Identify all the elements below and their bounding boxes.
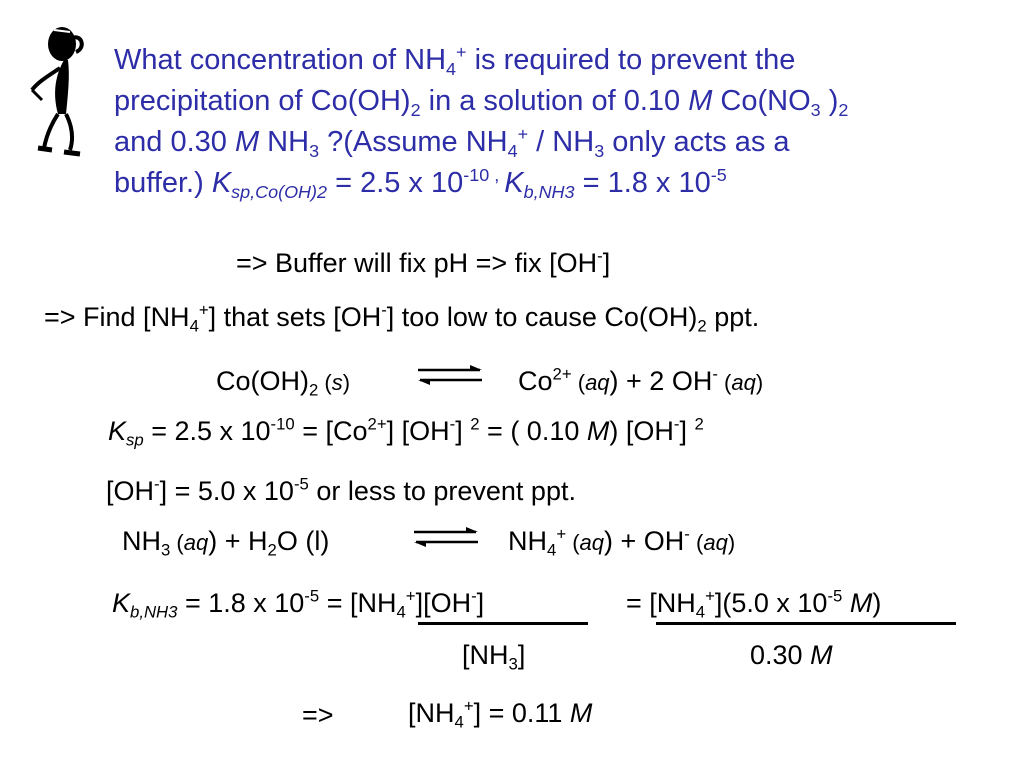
sup: - [471,586,477,606]
text: = [NH [319,588,397,618]
text: => Find [NH [44,302,190,332]
sup: + [556,524,567,544]
sup: - [154,474,160,494]
text: Co [518,366,553,396]
result-answer [408,696,592,730]
sup: - [381,300,387,320]
q-sup: + [517,123,529,144]
text: ( [170,530,184,555]
sub: 2 [697,316,707,336]
question-text [114,40,994,204]
q-sub: 3 [810,99,821,120]
text: ( [571,370,586,395]
q-sub: 3 [594,140,605,161]
sub: 2 [267,540,277,560]
fraction-bar [656,622,956,625]
italic: aq [731,370,756,395]
text: ( [566,530,580,555]
denominator-value [750,638,833,672]
question-line-3 [114,122,994,163]
text: Co(OH) [216,366,309,396]
text: ] too low to cause Co(OH) [386,302,698,332]
denominator-nh3 [462,638,525,672]
text: ) [OH [609,416,674,446]
text: ] [602,248,611,278]
text [842,588,850,618]
sup: -10 [270,414,295,434]
sup: + [463,696,474,716]
hydroxide-limit [106,474,576,508]
text: NH [122,526,161,556]
sup: - [449,414,456,434]
q-text: is required to prevent the [466,44,796,76]
sup: 2 [694,414,704,434]
equilibrium-nh3 [122,524,329,560]
text: ) [727,530,736,555]
italic: M [586,416,610,446]
equilibrium-arrow-icon [412,526,480,548]
text: ] [476,588,485,618]
sub: 2 [309,380,319,400]
q-italic: sp,Co(OH)2 [231,181,328,202]
sub: 4 [189,316,199,336]
sup: 2+ [367,414,387,434]
result-arrow [302,698,334,732]
text: ) [342,370,351,395]
q-text: ?(Assume NH [319,126,508,158]
q-text: = 2.5 x 10 [327,167,464,199]
q-text: only acts as a [604,126,790,158]
q-sub: 4 [507,140,518,161]
italic: sp [126,430,144,450]
kb-substitution [626,586,881,620]
sub: 4 [454,712,464,732]
q-sup: -10 [463,164,490,185]
sub: 4 [695,602,706,622]
q-sup: -5 [710,164,727,185]
text: ) [872,588,882,618]
text: ] [517,640,526,670]
sup: + [705,586,715,606]
sup: - [712,364,718,384]
ksp-equation [108,414,704,448]
fraction-bar [418,622,588,625]
thinking-figure-icon [20,22,100,162]
italic: b,NH3 [130,602,178,622]
text: 0.30 [750,640,811,670]
text: ] that sets [OH [208,302,382,332]
text: ppt. [706,302,760,332]
text: = 1.8 x 10 [177,588,305,618]
italic: M [810,640,833,670]
q-text: Co(NO [712,85,811,117]
sup: -5 [293,474,309,494]
sup: -5 [304,586,320,606]
text: ) [755,370,764,395]
text: ) + OH [604,526,685,556]
italic: aq [585,370,610,395]
sup: 2 [470,414,480,434]
q-italic: M [234,126,260,158]
text: [OH [106,476,155,506]
text: ] = 5.0 x 10 [159,476,294,506]
italic: M [849,588,873,618]
text: ( [318,370,332,395]
italic: aq [579,530,605,555]
q-sup: , [489,164,505,185]
italic: aq [183,530,209,555]
text: = ( 0.10 [479,416,587,446]
q-text: NH [259,126,310,158]
sub [126,430,144,449]
equilibrium-cooh2-products [518,364,763,400]
q-sub: 4 [446,58,457,79]
text: ] = 0.11 [473,698,570,728]
italic: K [108,416,127,446]
q-text: / NH [528,126,595,158]
q-text: ) [820,85,839,117]
q-text: = 1.8 x 10 [574,167,711,199]
question-line-4 [114,163,994,204]
text: ] [455,416,471,446]
q-italic: b,NH3 [523,181,575,202]
text: ](5.0 x 10 [714,588,828,618]
text: = 2.5 x 10 [143,416,271,446]
q-sup: + [456,41,467,62]
text: ( [689,530,704,555]
question-line-2 [114,81,994,122]
text: ( [717,370,732,395]
q-sub: 2 [410,99,421,120]
sub: 4 [396,602,406,622]
equilibrium-nh3-products [508,524,735,560]
sub [130,602,177,621]
q-text: precipitation of Co(OH) [114,85,411,117]
text: O (l) [276,526,330,556]
italic: M [569,698,593,728]
q-sub [524,182,575,202]
text: = [Co [294,416,368,446]
q-text: in a solution of 0.10 [420,85,689,117]
italic: K [112,588,131,618]
q-sub [231,182,327,202]
text: NH [508,526,547,556]
q-sub: 2 [838,99,849,120]
sup: - [673,414,680,434]
q-italic: K [504,167,524,199]
sup: + [405,586,416,606]
sup: - [597,246,603,266]
find-line [44,300,759,334]
sub: 3 [508,654,518,674]
text: ) + 2 OH [609,366,713,396]
text: [NH [462,640,509,670]
text: [NH [408,698,455,728]
question-line-1 [114,40,994,81]
text: ][OH [415,588,472,618]
sub: 3 [161,540,171,560]
sup: + [198,300,209,320]
equilibrium-cooh2 [216,364,350,400]
q-text: What concentration of NH [114,44,447,76]
q-sub: 3 [309,140,320,161]
text: ) + H [208,526,268,556]
buffer-line [236,246,610,280]
kb-equation [112,586,484,620]
text: => [302,700,334,730]
text: ] [679,416,695,446]
sub: 4 [547,540,557,560]
q-text: buffer.) [114,167,212,199]
sup: - [684,524,690,544]
text: => Buffer will fix pH => fix [OH [236,248,598,278]
q-italic: K [211,167,232,199]
text: = [NH [626,588,696,618]
text: or less to prevent ppt. [308,476,576,506]
q-italic: M [688,85,713,117]
italic: aq [703,530,728,555]
q-text: and 0.30 [114,126,235,158]
italic: s [331,370,343,395]
sup: 2+ [552,364,572,384]
equilibrium-arrow-icon [416,364,484,386]
sup: -5 [827,586,843,606]
text: ] [OH [386,416,450,446]
